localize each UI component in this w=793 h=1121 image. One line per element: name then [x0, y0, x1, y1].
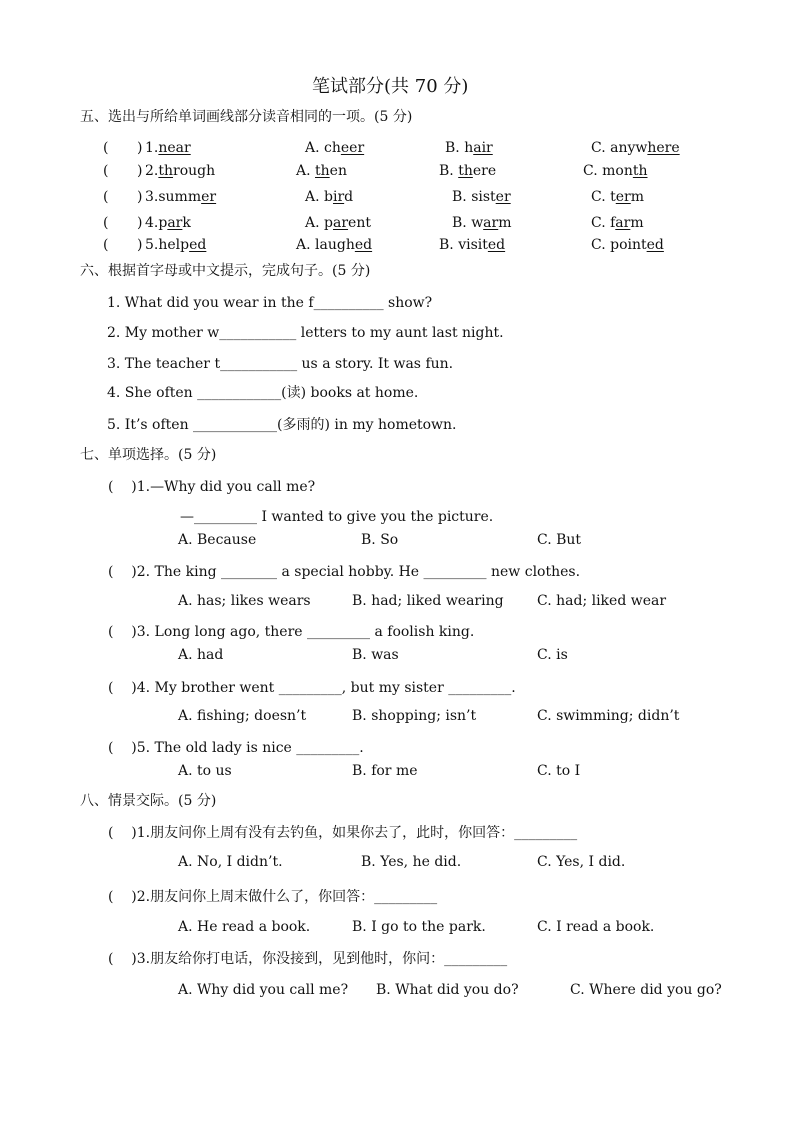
situation-option-c: C. I read a book.	[537, 919, 655, 935]
mc-question-line2: —_________ I wanted to give you the picture.	[180, 509, 494, 525]
option-b	[439, 162, 496, 180]
option-pre: B.	[439, 163, 459, 179]
option-pre: C. anyw	[591, 140, 648, 156]
option-post: en	[329, 163, 347, 179]
word-underlined: ed	[189, 237, 207, 253]
option-pre: A. p	[305, 215, 333, 231]
mc-option-a: A. fishing; doesn’t	[178, 708, 307, 724]
option-post: m	[498, 215, 512, 231]
option-underlined: ar	[483, 215, 499, 231]
option-post: ere	[472, 163, 497, 179]
sentence-after: (多雨的) in my hometown.	[277, 417, 457, 433]
hint-letter: f	[308, 295, 314, 311]
word-underlined: th	[158, 163, 174, 179]
word-post: k	[182, 215, 191, 231]
fill-sentence	[107, 416, 457, 434]
mc-question: ( )1.—Why did you call me?	[108, 479, 316, 495]
situation-question: ( )2.朋友问你上周末做什么了，你回答：_________	[108, 889, 438, 905]
option-c	[591, 214, 644, 232]
paren-open: (	[103, 215, 109, 231]
option-underlined: ed	[646, 237, 664, 253]
situation-option-c: C. Yes, I did.	[537, 854, 626, 870]
paren-open: (	[103, 140, 109, 156]
question-number: 4.	[145, 215, 159, 231]
question-word	[145, 188, 216, 206]
question-number: 5.	[145, 237, 159, 253]
situation-question: ( )3.朋友给你打电话，你没接到，见到他时，你问：_________	[108, 951, 508, 967]
question-word	[145, 139, 191, 157]
paren-open: (	[103, 237, 109, 253]
mc-question: ( )3. Long long ago, there _________ a foolish king.	[108, 624, 475, 640]
option-underlined: eer	[340, 140, 365, 156]
option-a	[305, 214, 371, 232]
option-post: m	[630, 189, 645, 205]
sentence-after: (读) books at home.	[281, 385, 419, 401]
option-underlined: here	[647, 140, 680, 156]
option-pre: C. t	[591, 189, 616, 205]
option-underlined: ar	[615, 215, 631, 231]
option-underlined: th	[315, 163, 330, 179]
question-word	[145, 236, 206, 254]
option-b	[439, 236, 505, 254]
option-underlined: ar	[332, 215, 349, 231]
sentence-after: show?	[383, 295, 433, 311]
sentence-text: 4. She often	[107, 385, 198, 401]
hint-letter: w	[207, 325, 220, 341]
question-number: 2.	[145, 163, 159, 179]
paren-open: (	[103, 189, 109, 205]
paren-close: )	[137, 237, 143, 253]
option-c	[583, 162, 648, 180]
section-5-heading: 五、选出与所给单词画线部分读音相同的一项。(5 分)	[80, 109, 413, 125]
mc-option-b: B. was	[352, 647, 399, 663]
option-a	[305, 139, 364, 157]
option-pre: A. b	[305, 189, 333, 205]
word-pre: p	[158, 215, 168, 231]
fill-sentence	[107, 384, 418, 402]
sentence-text: 3. The teacher	[107, 356, 215, 372]
sentence-after: letters to my aunt last night.	[296, 325, 504, 341]
situation-option-b: B. What did you do?	[376, 982, 519, 998]
word-underlined: ar	[167, 215, 183, 231]
fill-sentence	[107, 324, 504, 342]
answer-blank: ___________	[219, 325, 297, 341]
mc-question: ( )5. The old lady is nice _________.	[108, 740, 364, 756]
mc-option-c: C. to I	[537, 763, 581, 779]
option-underlined: th	[632, 163, 648, 179]
option-pre: B. h	[445, 140, 474, 156]
situation-option-b: B. Yes, he did.	[361, 854, 462, 870]
option-underlined: ir	[332, 189, 345, 205]
question-word	[145, 214, 191, 232]
mc-question: ( )4. My brother went _________, but my sister _________.	[108, 680, 516, 696]
option-underlined: th	[458, 163, 473, 179]
mc-option-b: B. had; liked wearing	[352, 593, 504, 609]
situation-option-a: A. He read a book.	[178, 919, 311, 935]
question-number: 1.	[145, 140, 159, 156]
option-pre: A. ch	[305, 140, 341, 156]
section-7-heading: 七、单项选择。(5 分)	[80, 447, 217, 463]
option-pre: A. laugh	[296, 237, 355, 253]
word-pre: summ	[158, 189, 202, 205]
mc-option-a: A. to us	[178, 763, 232, 779]
fill-sentence	[107, 355, 453, 373]
mc-option-c: C. had; liked wear	[537, 593, 667, 609]
mc-question: ( )2. The king ________ a special hobby. He _________ new clothes.	[108, 564, 581, 580]
answer-blank: ____________	[193, 417, 278, 433]
paren-close: )	[137, 163, 143, 179]
situation-option-c: C. Where did you go?	[570, 982, 722, 998]
option-underlined: er	[615, 189, 631, 205]
mc-option-c: C. is	[537, 647, 568, 663]
mc-option-b: B. So	[361, 532, 399, 548]
option-pre: B. sist	[452, 189, 496, 205]
answer-blank: ___________	[220, 356, 298, 372]
option-underlined: ed	[354, 237, 373, 253]
question-word	[145, 162, 215, 180]
sentence-after: us a story. It was fun.	[297, 356, 454, 372]
paren-close: )	[137, 189, 143, 205]
situation-option-b: B. I go to the park.	[352, 919, 486, 935]
sentence-text: 5. It’s often	[107, 417, 194, 433]
word-underlined: near	[158, 140, 191, 156]
option-pre: C. mon	[583, 163, 633, 179]
option-a	[305, 188, 353, 206]
paren-close: )	[137, 215, 143, 231]
option-c	[591, 188, 644, 206]
option-c	[591, 139, 680, 157]
mc-option-b: B. shopping; isn’t	[352, 708, 477, 724]
option-a	[296, 236, 372, 254]
option-pre: C. point	[591, 237, 647, 253]
mc-option-c: C. swimming; didn’t	[537, 708, 680, 724]
situation-option-a: A. No, I didn’t.	[178, 854, 283, 870]
sentence-text: 2. My mother	[107, 325, 208, 341]
section-8-heading: 八、情景交际。(5 分)	[80, 793, 217, 809]
option-b	[452, 188, 511, 206]
option-pre: C. f	[591, 215, 616, 231]
option-post: ent	[348, 215, 371, 231]
mc-option-a: A. had	[178, 647, 224, 663]
option-pre: B. visit	[439, 237, 488, 253]
option-underlined: er	[495, 189, 511, 205]
hint-letter: t	[214, 356, 221, 372]
option-c	[591, 236, 664, 254]
answer-blank: ____________	[197, 385, 282, 401]
word-underlined: er	[201, 189, 217, 205]
word-post: rough	[173, 163, 216, 179]
word-pre: help	[158, 237, 190, 253]
paren-close: )	[137, 140, 143, 156]
page-title: 笔试部分(共 70 分)	[312, 76, 469, 97]
situation-question: ( )1.朋友问你上周有没有去钓鱼，如果你去了，此时，你回答：_________	[108, 825, 578, 841]
option-post: d	[344, 189, 354, 205]
mc-option-c: C. But	[537, 532, 582, 548]
mc-option-a: A. has; likes wears	[178, 593, 311, 609]
option-post: m	[630, 215, 644, 231]
option-underlined: air	[473, 140, 493, 156]
situation-option-a: A. Why did you call me?	[178, 982, 349, 998]
question-number: 3.	[145, 189, 159, 205]
option-underlined: ed	[487, 237, 506, 253]
answer-blank: __________	[313, 295, 384, 311]
mc-option-a: A. Because	[178, 532, 257, 548]
option-pre: A.	[296, 163, 316, 179]
option-b	[445, 139, 493, 157]
fill-sentence	[107, 294, 432, 312]
option-pre: B. w	[452, 215, 484, 231]
sentence-text: 1. What did you wear in the	[107, 295, 309, 311]
option-a	[296, 162, 347, 180]
option-b	[452, 214, 512, 232]
section-6-heading: 六、根据首字母或中文提示，完成句子。(5 分)	[80, 263, 371, 279]
mc-option-b: B. for me	[352, 763, 418, 779]
paren-open: (	[103, 163, 109, 179]
